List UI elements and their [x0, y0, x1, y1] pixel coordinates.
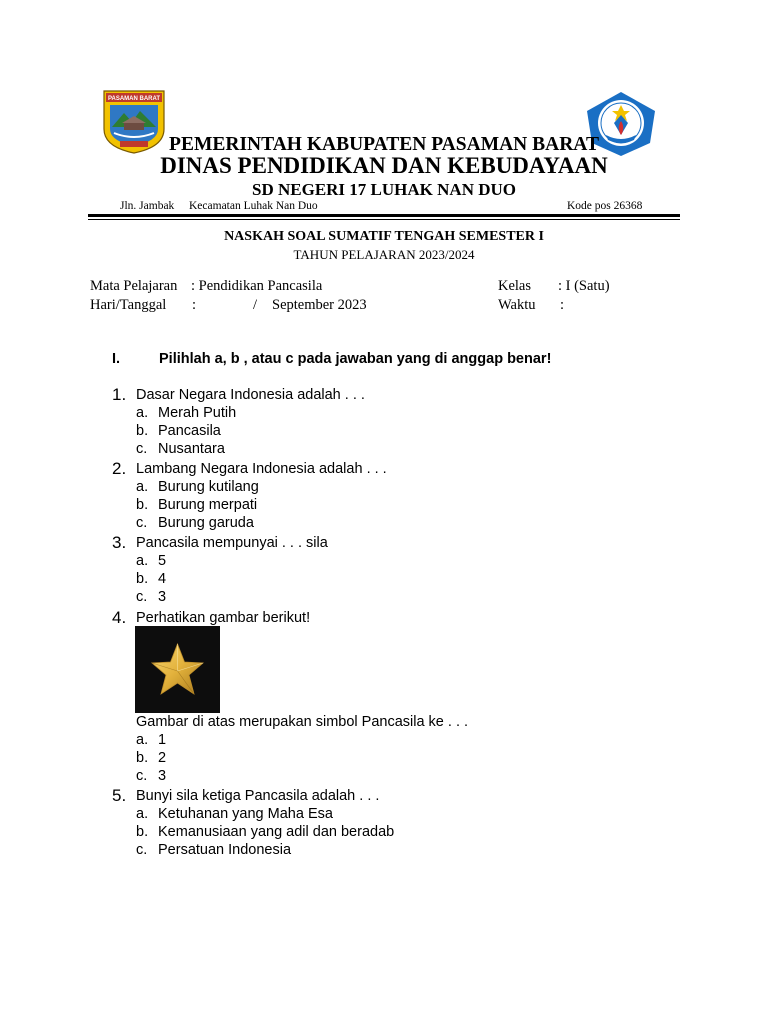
question-text: Pancasila mempunyai . . . sila	[136, 535, 328, 551]
section-number: I.	[112, 351, 121, 367]
star-image	[135, 626, 220, 713]
option-text: 3	[158, 768, 167, 784]
question-text: Perhatikan gambar berikut!	[136, 610, 311, 626]
option-text: 2	[158, 750, 167, 766]
government-name: PEMERINTAH KABUPATEN PASAMAN BARAT	[169, 134, 599, 155]
option-letter: c.	[136, 589, 148, 605]
header-divider-thin	[88, 219, 680, 220]
option-text: Nusantara	[158, 441, 225, 457]
option-text: Burung kutilang	[158, 479, 259, 495]
department-name: DINAS PENDIDIKAN DAN KEBUDAYAAN	[160, 153, 608, 178]
question-number: 1.	[112, 385, 127, 404]
option-text: 1	[158, 732, 167, 748]
option-letter: b.	[136, 571, 149, 587]
option-text: Kemanusiaan yang adil dan beradab	[158, 824, 395, 840]
question-followup: Gambar di atas merupakan simbol Pancasila ke . . .	[136, 714, 469, 730]
star-icon	[135, 626, 220, 713]
date-slash: /	[253, 297, 258, 313]
date-colon: :	[192, 297, 197, 313]
class-value: : I (Satu)	[558, 278, 610, 294]
time-value: :	[560, 297, 565, 313]
option-letter: b.	[136, 497, 149, 513]
option-text: Merah Putih	[158, 405, 237, 421]
subject-value: : Pendidikan Pancasila	[191, 278, 323, 294]
question-text: Dasar Negara Indonesia adalah . . .	[136, 387, 365, 403]
option-letter: b.	[136, 750, 149, 766]
option-letter: a.	[136, 479, 149, 495]
subject-label: Mata Pelajaran	[90, 278, 178, 294]
section-instruction: Pilihlah a, b , atau c pada jawaban yang di anggap benar!	[159, 351, 552, 367]
postal-code: Kode pos 26368	[567, 200, 643, 212]
academic-year: TAHUN PELAJARAN 2023/2024	[293, 247, 475, 262]
date-label: Hari/Tanggal	[90, 297, 167, 313]
address-street: Jln. Jambak	[120, 200, 175, 212]
option-letter: c.	[136, 515, 148, 531]
option-text: Burung merpati	[158, 497, 258, 513]
question-text: Lambang Negara Indonesia adalah . . .	[136, 461, 387, 477]
option-letter: b.	[136, 423, 149, 439]
question-text: Bunyi sila ketiga Pancasila adalah . . .	[136, 788, 380, 804]
option-letter: a.	[136, 732, 149, 748]
option-text: Persatuan Indonesia	[158, 842, 292, 858]
option-text: 5	[158, 553, 167, 569]
option-text: Ketuhanan yang Maha Esa	[158, 806, 333, 822]
exam-title: NASKAH SOAL SUMATIF TENGAH SEMESTER I	[224, 229, 544, 244]
option-letter: c.	[136, 842, 148, 858]
question-number: 5.	[112, 786, 127, 805]
time-label: Waktu	[498, 297, 536, 313]
option-text: Burung garuda	[158, 515, 254, 531]
option-letter: a.	[136, 806, 149, 822]
question-number: 4.	[112, 608, 127, 627]
header-divider-thick	[88, 214, 680, 217]
date-value: September 2023	[272, 297, 367, 313]
option-text: Pancasila	[158, 423, 221, 439]
question-number: 3.	[112, 533, 127, 552]
option-letter: a.	[136, 553, 149, 569]
option-letter: a.	[136, 405, 149, 421]
option-letter: b.	[136, 824, 149, 840]
address-district: Kecamatan Luhak Nan Duo	[189, 200, 318, 212]
school-name: SD NEGERI 17 LUHAK NAN DUO	[252, 180, 516, 199]
option-letter: c.	[136, 441, 148, 457]
svg-text:PASAMAN BARAT: PASAMAN BARAT	[107, 96, 161, 102]
question-number: 2.	[112, 459, 127, 478]
option-letter: c.	[136, 768, 148, 784]
option-text: 3	[158, 589, 167, 605]
class-label: Kelas	[498, 278, 532, 294]
option-text: 4	[158, 571, 167, 587]
